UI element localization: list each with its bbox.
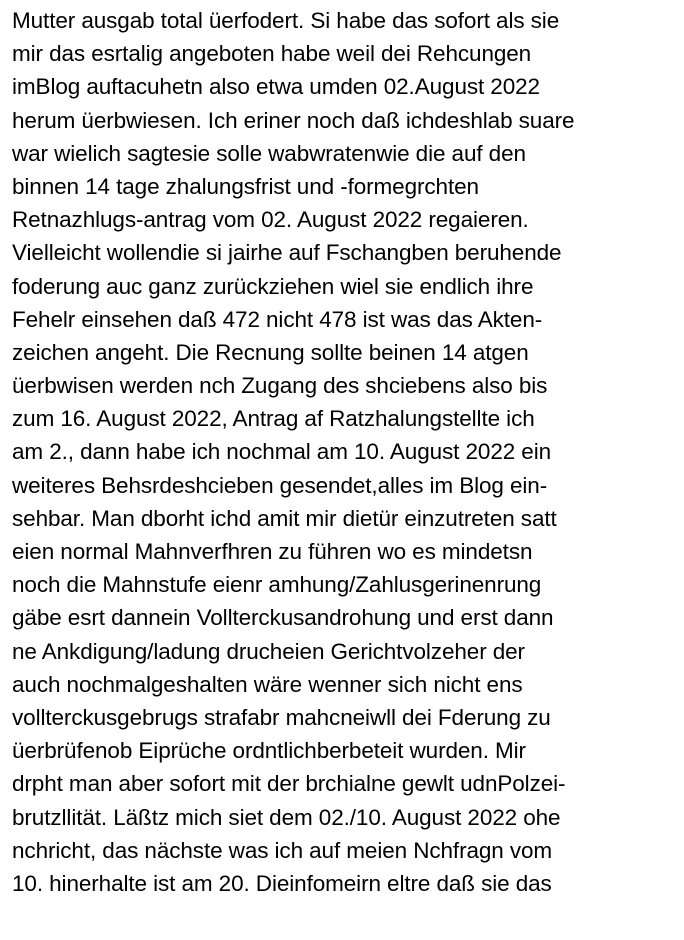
text-line: üerbrüfenob Eiprüche ordntlichberbeteit wurden. Mir bbox=[12, 738, 526, 764]
text-line: brutzllität. Läßtz mich siet dem 02./10. August 2022 ohe bbox=[12, 804, 561, 830]
text-line: Retnazhlugs-antrag vom 02. August 2022 regaieren. bbox=[12, 207, 529, 233]
text-line: zum 16. August 2022, Antrag af Ratzhalungstellte ich bbox=[12, 406, 535, 432]
text-line: auch nochmalgeshalten wäre wenner sich nicht ens bbox=[12, 671, 523, 697]
text-line: mir das esrtalig angeboten habe weil dei Rehcungen bbox=[12, 41, 532, 67]
text-line: weiteres Behsrdeshcieben gesendet,alles im Blog ein- bbox=[12, 472, 548, 498]
text-line: binnen 14 tage zhalungsfrist und -formegrchten bbox=[12, 173, 479, 199]
text-line: üerbwisen werden nch Zugang des shciebens also bis bbox=[12, 373, 548, 399]
body-text bbox=[12, 4, 680, 900]
text-line: 10. hinerhalte ist am 20. Dieinfomeirn eltre daß sie das bbox=[12, 870, 552, 896]
text-line: Fehelr einsehen daß 472 nicht 478 ist was das Akten- bbox=[12, 306, 543, 332]
text-line: nchricht, das nächste was ich auf meien Nchfragn vom bbox=[12, 837, 553, 863]
text-line: gäbe esrt dannein Vollterckusandrohung und erst dann bbox=[12, 605, 554, 631]
text-line: vollterckusgebrugs strafabr mahcneiwll dei Fderung zu bbox=[12, 704, 551, 730]
text-line: ne Ankdigung/ladung drucheien Gerichtvolzeher der bbox=[12, 638, 525, 664]
text-line: noch die Mahnstufe eienr amhung/Zahlusgerinenrung bbox=[12, 572, 542, 598]
text-line: Mutter ausgab total üerfodert. Si habe das sofort als sie bbox=[12, 8, 560, 33]
text-line: war wielich sagtesie solle wabwratenwie die auf den bbox=[12, 140, 526, 166]
text-line: zeichen angeht. Die Recnung sollte beinen 14 atgen bbox=[12, 339, 529, 365]
text-line: am 2., dann habe ich nochmal am 10. August 2022 ein bbox=[12, 439, 552, 465]
text-line: sehbar. Man dborht ichd amit mir dietür einzutreten satt bbox=[12, 505, 557, 531]
text-line: herum üerbwiesen. Ich eriner noch daß ichdeshlab suare bbox=[12, 107, 575, 133]
text-line: imBlog auftacuhetn also etwa umden 02.August 2022 bbox=[12, 74, 540, 100]
text-line: eien normal Mahnverfhren zu führen wo es mindetsn bbox=[12, 539, 533, 564]
text-line: Vielleicht wollendie si jairhe auf Fschangben beruhende bbox=[12, 240, 562, 266]
text-line: drpht man aber sofort mit der brchialne gewlt udnPolzei- bbox=[12, 771, 566, 797]
text-line: foderung auc ganz zurückziehen wiel sie endlich ihre bbox=[12, 273, 534, 299]
